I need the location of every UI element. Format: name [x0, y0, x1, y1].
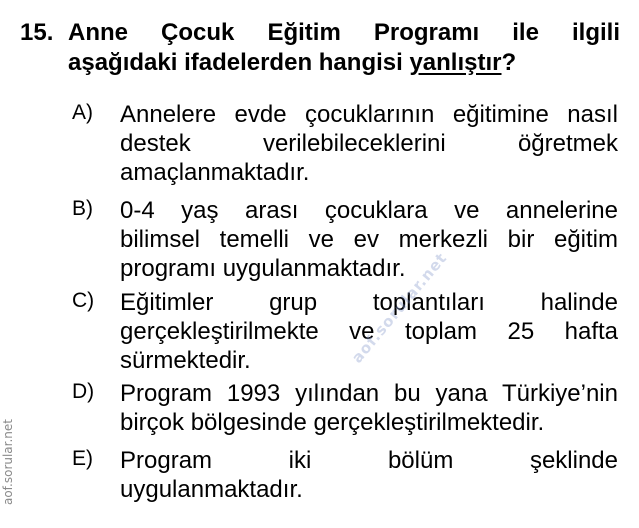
option-line: gerçekleştirilmekte ve toplam 25 hafta — [120, 318, 618, 345]
option-letter: D) — [72, 380, 95, 403]
option-letter: A) — [72, 101, 93, 124]
option-text — [120, 100, 618, 187]
option-letter: C) — [72, 289, 95, 312]
option-text — [120, 196, 618, 283]
option-line: Annelere evde çocuklarının eğitimine nasıl — [120, 101, 618, 128]
question — [20, 18, 620, 78]
question-number: 15. — [20, 19, 54, 46]
question-emphasis: yanlıştır — [409, 49, 502, 76]
option-letter: E) — [72, 447, 93, 470]
option-line: Eğitimler grup toplantıları halinde — [120, 289, 618, 316]
option-line: Program 1993 yılından bu yana Türkiye’nin — [120, 380, 618, 407]
question-line-1: Anne Çocuk Eğitim Programı ile ilgili — [68, 19, 620, 46]
option-e[interactable] — [72, 446, 618, 504]
option-line: uygulanmaktadır. — [120, 476, 303, 503]
option-c[interactable] — [72, 288, 618, 375]
option-d[interactable] — [72, 379, 618, 437]
question-text — [68, 18, 620, 78]
option-text — [120, 446, 618, 504]
option-line: birçok bölgesinde gerçekleştirilmektedir. — [120, 409, 545, 436]
option-a[interactable] — [72, 100, 618, 187]
question-line-2-prefix: aşağıdaki ifadelerden hangisi — [68, 49, 410, 76]
option-text — [120, 379, 618, 437]
question-line-2-suffix: ? — [501, 49, 517, 76]
option-line: bilimsel temelli ve ev merkezli bir eğitim — [120, 226, 618, 253]
diagonal-watermark: aof.sorular.net — [348, 248, 451, 367]
option-line: programı uygulanmaktadır. — [120, 255, 406, 282]
question-line-2 — [68, 48, 620, 78]
option-letter: B) — [72, 197, 93, 220]
option-line: 0-4 yaş arası çocuklara ve annelerine — [120, 197, 618, 224]
option-line: sürmektedir. — [120, 347, 251, 374]
option-line: amaçlanmaktadır. — [120, 159, 310, 186]
option-b[interactable] — [72, 196, 618, 283]
side-watermark: aof.sorular.net — [1, 418, 15, 506]
option-line: Program iki bölüm şeklinde — [120, 447, 618, 474]
option-line: destek verilebileceklerini öğretmek — [120, 130, 618, 157]
